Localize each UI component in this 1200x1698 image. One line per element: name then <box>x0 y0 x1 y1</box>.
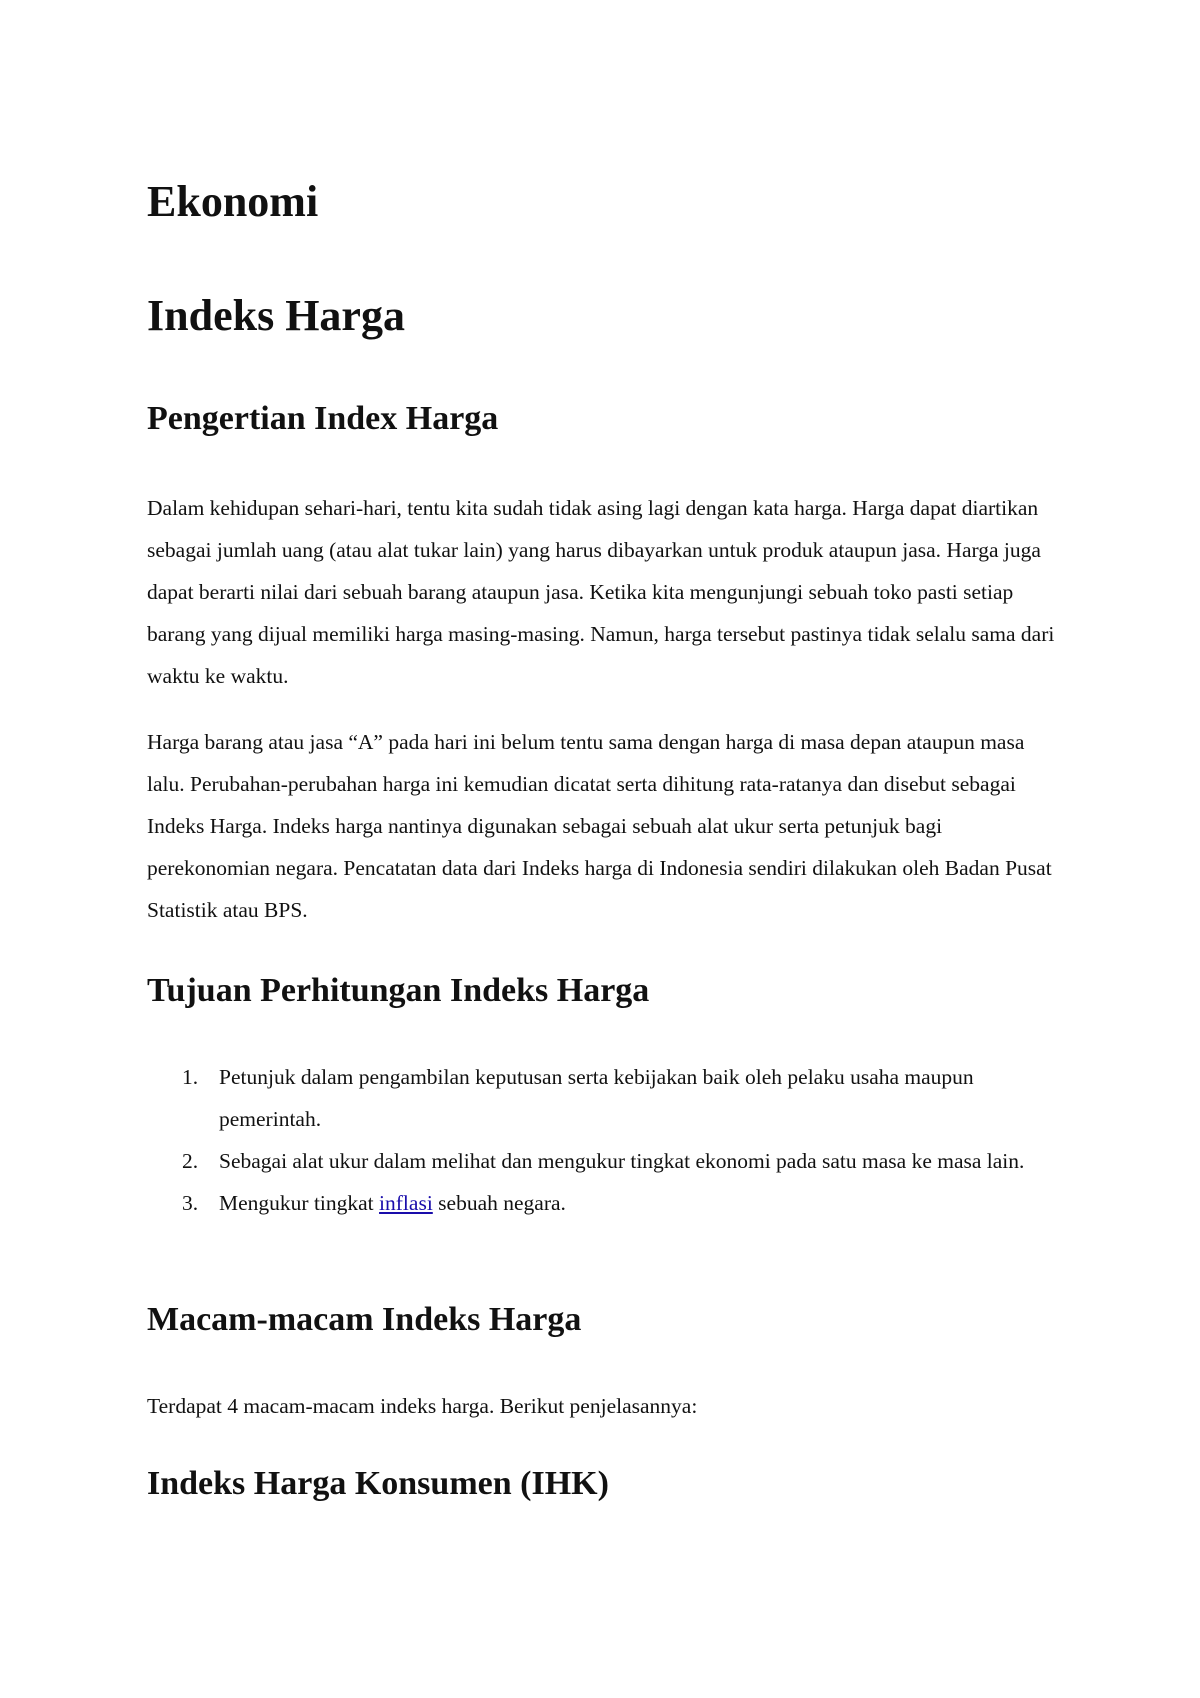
list-item-text-before: Mengukur tingkat <box>219 1191 380 1215</box>
list-item-text: Petunjuk dalam pengambilan keputusan serta kebijakan baik oleh pelaku usaha maupun pemerintah. <box>219 1065 974 1131</box>
list-item <box>147 1140 1067 1182</box>
paragraph-macam: Terdapat 4 macam-macam indeks harga. Berikut penjelasannya: <box>147 1394 698 1418</box>
list-item-number: 3. <box>182 1191 199 1215</box>
section-heading-pengertian: Pengertian Index Harga <box>147 400 499 437</box>
section-heading-tujuan: Tujuan Perhitungan Indeks Harga <box>147 972 650 1009</box>
paragraph-pengertian-2: Harga barang atau jasa “A” pada hari ini belum tentu sama dengan harga di masa depan ataupun masa lalu. Perubahan-perubahan harga ini kemudian dicatat serta dihitung rata-ratanya dan disebut sebagai Indeks Harga. Indeks harga nantinya digunakan sebagai sebuah alat ukur serta petunjuk bagi perekonomian negara. Pencatatan data dari Indeks harga di Indonesia sendiri dilakukan oleh Badan Pusat Statistik atau BPS. <box>147 730 1052 922</box>
section-heading-ihk: Indeks Harga Konsumen (IHK) <box>147 1465 609 1502</box>
section-heading-macam: Macam-macam Indeks Harga <box>147 1301 582 1338</box>
list-item-text: Sebagai alat ukur dalam melihat dan mengukur tingkat ekonomi pada satu masa ke masa lain. <box>219 1149 1025 1173</box>
list-item <box>147 1182 1067 1224</box>
tujuan-list <box>147 1056 1067 1224</box>
list-item-number: 1. <box>182 1065 199 1089</box>
document-title: Ekonomi <box>147 177 319 226</box>
paragraph-pengertian-1: Dalam kehidupan sehari-hari, tentu kita sudah tidak asing lagi dengan kata harga. Harga dapat diartikan sebagai jumlah uang (atau alat tukar lain) yang harus dibayarkan untuk produk ataupun jasa. Harga juga dapat berarti nilai dari sebuah barang ataupun jasa. Ketika kita mengunjungi sebuah toko pasti setiap barang yang dijual memiliki harga masing-masing. Namun, harga tersebut pastinya tidak selalu sama dari waktu ke waktu. <box>147 496 1055 688</box>
document-subtitle: Indeks Harga <box>147 291 405 340</box>
inflasi-link[interactable]: inflasi <box>379 1191 433 1215</box>
list-item-number: 2. <box>182 1149 199 1173</box>
list-item <box>147 1056 1067 1140</box>
list-item-text-after: sebuah negara. <box>432 1191 566 1215</box>
